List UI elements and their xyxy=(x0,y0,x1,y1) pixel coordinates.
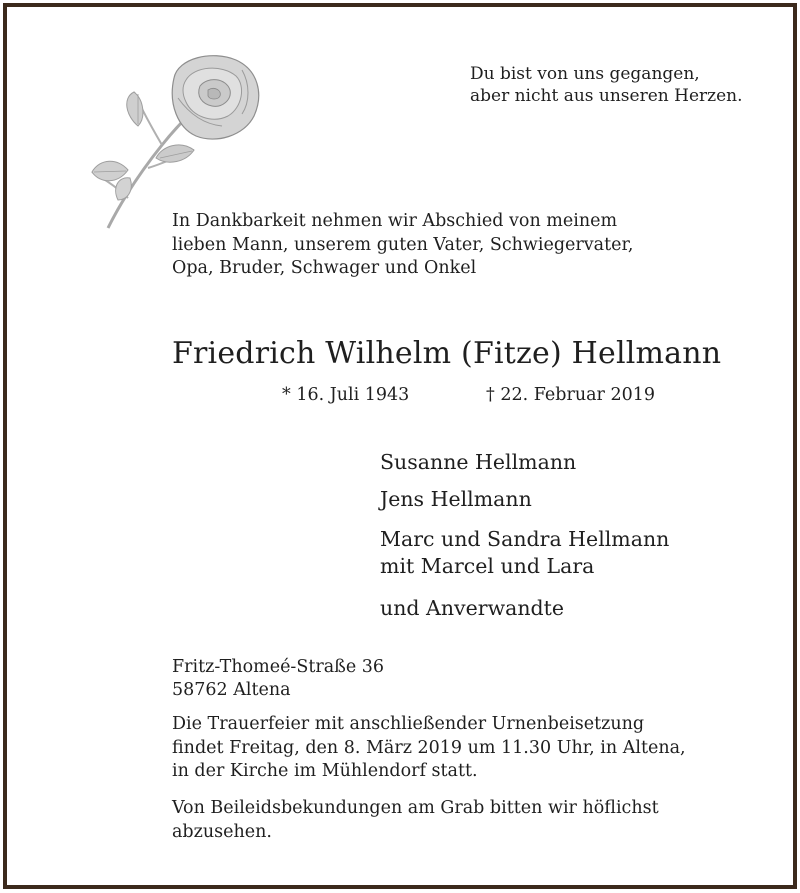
birth-date: * 16. Juli 1943 xyxy=(282,385,410,405)
condolence-note xyxy=(172,797,659,844)
family-member: Jens Hellmann xyxy=(380,487,532,511)
ceremony-line: Die Trauerfeier mit anschließender Urnenbeisetzung xyxy=(172,714,645,734)
deceased-name: Friedrich Wilhelm (Fitze) Hellmann xyxy=(172,336,722,371)
family-member: Susanne Hellmann xyxy=(380,450,577,474)
condolence-line: Von Beileidsbekundungen am Grab bitten wir höflichst xyxy=(172,798,659,818)
intro-line: Opa, Bruder, Schwager und Onkel xyxy=(172,258,477,278)
quote xyxy=(470,63,743,107)
address xyxy=(172,656,384,702)
intro-line: lieben Mann, unserem guten Vater, Schwiegervater, xyxy=(172,234,634,255)
family-member xyxy=(380,526,669,580)
condolence-line: abzusehen. xyxy=(172,821,272,842)
family-member-line: Marc und Sandra Hellmann xyxy=(380,527,670,551)
rose-icon xyxy=(82,50,264,235)
family-member-line: mit Marcel und Lara xyxy=(380,554,595,578)
death-date: † 22. Februar 2019 xyxy=(486,385,655,405)
quote-line: Du bist von uns gegangen, xyxy=(470,64,700,84)
family-member: und Anverwandte xyxy=(380,596,565,620)
address-street: Fritz-Thomeé-Straße 36 xyxy=(172,657,385,677)
ceremony-info xyxy=(172,713,686,784)
address-city: 58762 Altena xyxy=(172,680,291,700)
intro-text xyxy=(172,210,633,281)
quote-line: aber nicht aus unseren Herzen. xyxy=(470,86,743,106)
intro-line: In Dankbarkeit nehmen wir Abschied von meinem xyxy=(172,211,618,231)
ceremony-line: in der Kirche im Mühlendorf statt. xyxy=(172,761,478,781)
ceremony-line: findet Freitag, den 8. März 2019 um 11.30 Uhr, in Altena, xyxy=(172,737,686,758)
